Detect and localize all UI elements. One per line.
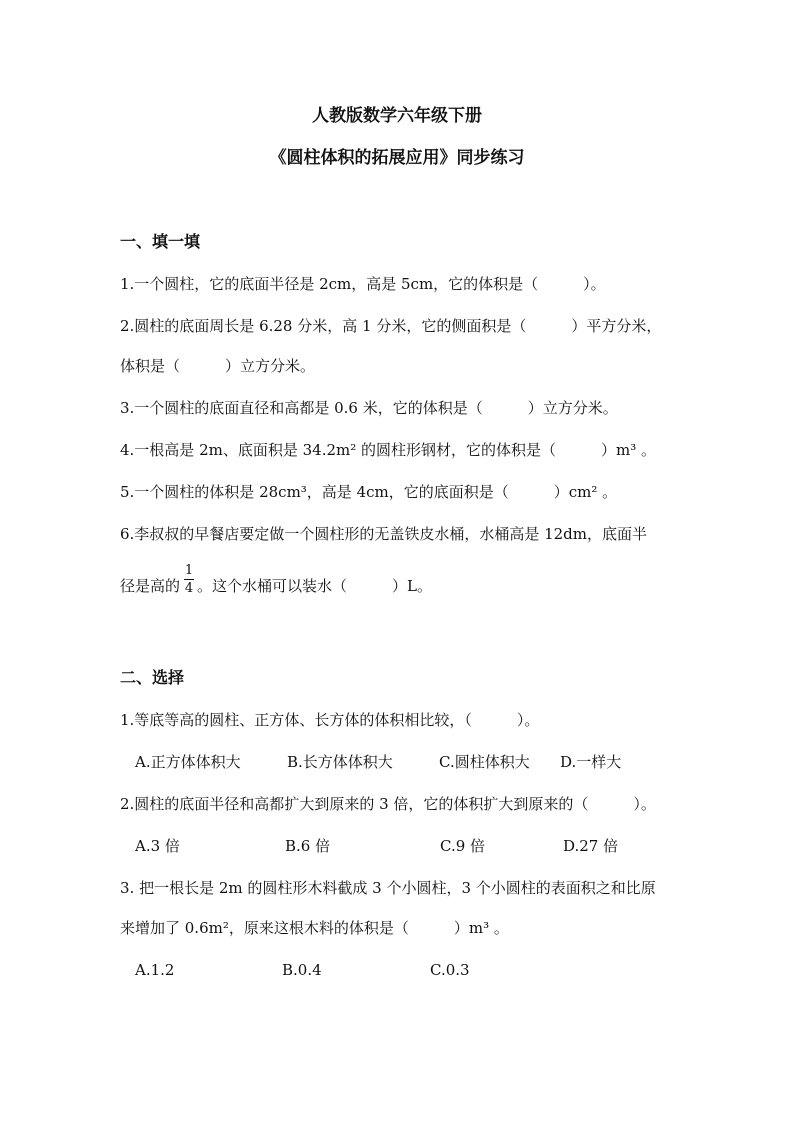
q2-1-option-a: A.正方体体积大 <box>135 753 241 771</box>
page-subtitle: 《圆柱体积的拓展应用》同步练习 <box>269 148 525 168</box>
fraction-denominator: 4 <box>184 581 194 596</box>
question-2-3-line1: 3. 把一根长是 2m 的圆柱形木料截成 3 个小圆柱，3 个小圆柱的表面积之和比原 <box>120 879 656 897</box>
question-2-1: 1.等底等高的圆柱、正方体、长方体的体积相比较，（ ）。 <box>120 711 540 729</box>
question-1-3: 3.一个圆柱的底面直径和高都是 0.6 米，它的体积是（ ）立方分米。 <box>120 399 618 417</box>
q2-1-option-d: D.一样大 <box>560 753 622 771</box>
question-2-2: 2.圆柱的底面半径和高都扩大到原来的 3 倍，它的体积扩大到原来的（ ）。 <box>120 795 656 813</box>
section-heading-fill: 一、填一填 <box>120 232 201 251</box>
q2-2-option-a: A.3 倍 <box>135 837 180 855</box>
q2-1-option-c: C.圆柱体积大 <box>439 753 530 771</box>
q2-1-option-b: B.长方体体积大 <box>287 753 393 771</box>
question-1-1: 1.一个圆柱，它的底面半径是 2cm，高是 5cm，它的体积是（ ）。 <box>120 275 606 293</box>
question-2-3-line2: 来增加了 0.6m²，原来这根木料的体积是（ ）m³ 。 <box>120 919 509 937</box>
q2-2-option-c: C.9 倍 <box>440 837 486 855</box>
q2-2-option-d: D.27 倍 <box>563 837 619 855</box>
q2-2-option-b: B.6 倍 <box>285 837 331 855</box>
question-1-5: 5.一个圆柱的体积是 28cm³，高是 4cm，它的底面积是（ ）cm² 。 <box>120 483 618 501</box>
question-1-2-line1: 2.圆柱的底面周长是 6.28 分米，高 1 分米，它的侧面积是（ ）平方分米， <box>120 317 662 335</box>
q2-3-option-c: C.0.3 <box>430 961 470 979</box>
fraction-bar <box>184 579 194 580</box>
q2-3-option-a: A.1.2 <box>135 961 175 979</box>
q2-3-option-b: B.0.4 <box>282 961 322 979</box>
question-1-2-line2: 体积是（ ）立方分米。 <box>120 357 316 375</box>
fraction-numerator: 1 <box>184 563 194 578</box>
question-1-4: 4.一根高是 2m、底面积是 34.2m² 的圆柱形钢材，它的体积是（ ）m³ 。 <box>120 441 657 459</box>
page-title: 人教版数学六年级下册 <box>312 106 482 126</box>
section-heading-choice: 二、选择 <box>120 668 185 687</box>
question-1-6-line2-suffix: 。这个水桶可以装水（ ）L。 <box>197 577 432 595</box>
question-1-6-line1: 6.李叔叔的早餐店要定做一个圆柱形的无盖铁皮水桶，水桶高是 12dm，底面半 <box>120 525 647 543</box>
question-1-6-line2-prefix: 径是高的 <box>120 577 181 595</box>
